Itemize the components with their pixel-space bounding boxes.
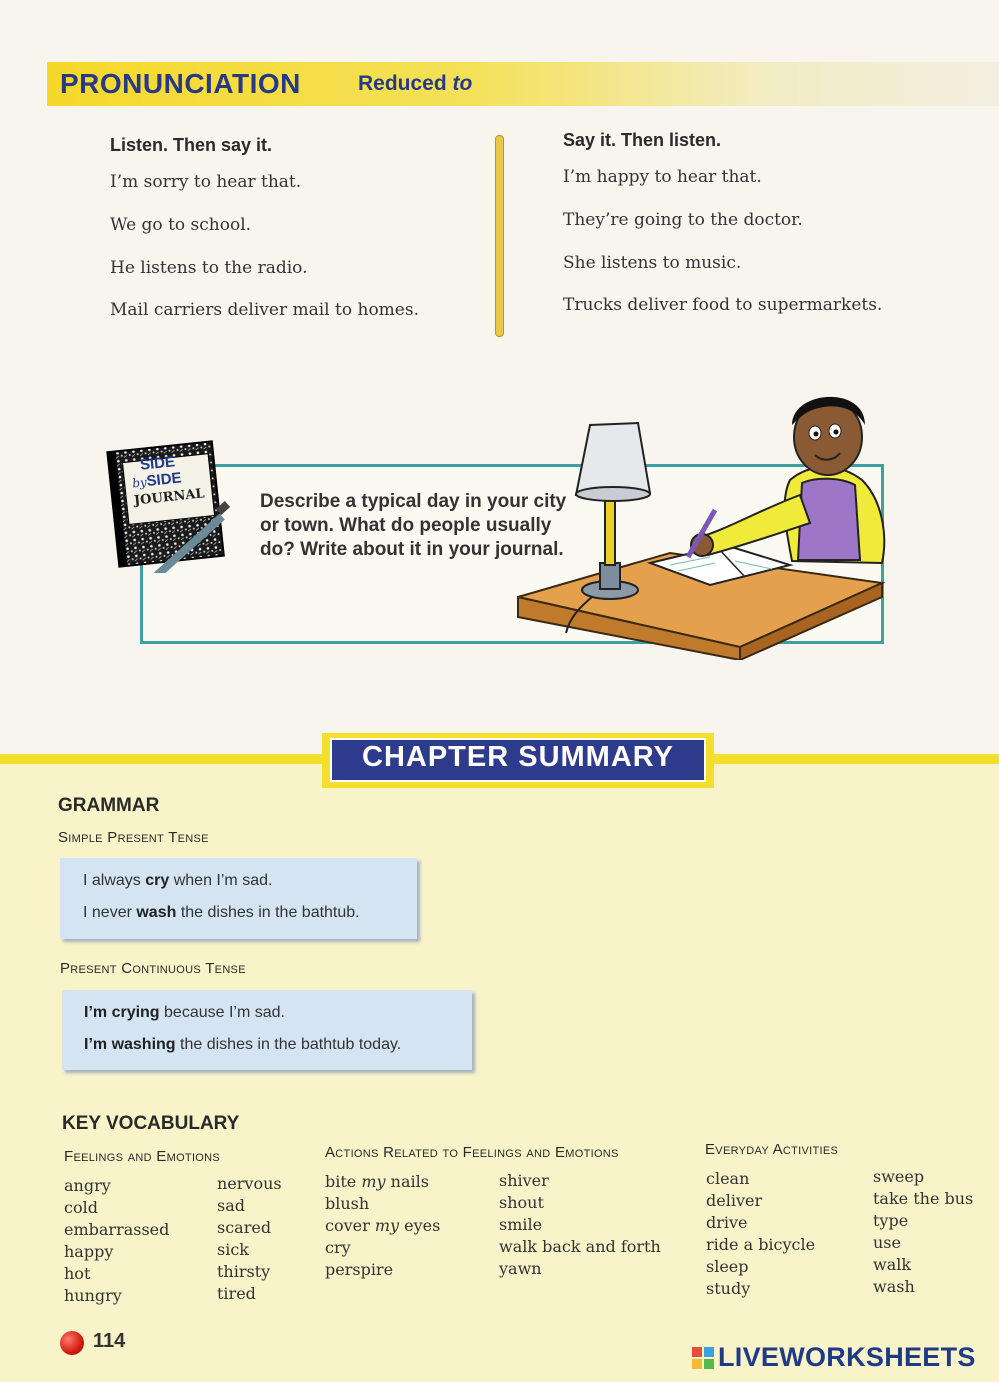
liveworksheets-brand[interactable]: LIVEWORKSHEETS [718,1342,976,1372]
vocab-word: sad [217,1196,245,1215]
vocab-list-everyday-2 [873,1166,973,1298]
vocab-word: thirsty [217,1262,271,1281]
vocab-word: hungry [64,1286,122,1305]
say-sentence: I’m happy to hear that. [563,167,762,187]
vocab-word: shout [499,1193,544,1212]
vocab-list-actions-2 [499,1170,661,1280]
vocab-word: angry [64,1176,111,1195]
vocab-word: sweep [873,1167,925,1186]
vocab-word: clean [706,1169,750,1188]
grammar-heading: GRAMMAR [58,795,160,816]
say-sentence: She listens to music. [563,253,742,273]
vocab-word: ride a bicycle [706,1235,816,1254]
say-heading: Say it. Then listen. [563,130,722,150]
vocab-word: perspire [325,1260,394,1279]
chapter-summary-title: CHAPTER SUMMARY [362,741,674,773]
vocab-word: shiver [499,1171,549,1190]
say-sentence: Trucks deliver food to supermarkets. [563,295,883,315]
journal-logo-side: SIDE [139,453,176,474]
actions-label: Actions Related to Feelings and Emotions [325,1144,619,1161]
grammar-example: I never wash the dishes in the bathtub. [83,904,360,921]
vocab-list-everyday-1 [706,1168,815,1300]
vocab-word: scared [217,1218,272,1237]
column-divider [495,135,504,337]
listen-sentence: Mail carriers deliver mail to homes. [110,300,419,320]
journal-logo-byside: bySIDE [131,469,183,491]
vocab-word: take the bus [873,1189,974,1208]
vocab-word: cry [325,1238,351,1257]
listen-heading: Listen. Then say it. [110,135,273,155]
vocab-list-actions-1 [325,1171,440,1281]
vocab-word: walk [873,1255,912,1274]
vocab-word: bite my nails [325,1172,429,1191]
vocab-word: hot [64,1264,91,1283]
vocab-word: use [873,1233,901,1252]
vocab-list-feelings-2 [217,1173,282,1305]
vocab-word: type [873,1211,909,1230]
vocab-word: embarrassed [64,1220,170,1239]
feelings-label: Feelings and Emotions [64,1148,221,1165]
student-writing-illustration [510,385,910,660]
vocab-word: drive [706,1213,748,1232]
liveworksheets-logo-icon [692,1347,714,1369]
page-marker-icon [60,1331,84,1355]
journal-logo-journal: JOURNAL [133,486,206,509]
say-sentence: They’re going to the doctor. [563,210,803,230]
vocab-word: cold [64,1198,98,1217]
present-continuous-box [62,990,472,1070]
vocab-word: walk back and forth [499,1237,661,1256]
pronunciation-subtitle: Reduced to [358,72,473,95]
present-continuous-label: Present Continuous Tense [60,960,246,977]
vocab-word: happy [64,1242,114,1261]
vocab-word: blush [325,1194,370,1213]
pronunciation-title: PRONUNCIATION [60,68,301,99]
vocab-word: sick [217,1240,249,1259]
vocab-word: yawn [499,1259,542,1278]
key-vocabulary-heading: KEY VOCABULARY [62,1113,240,1134]
grammar-example: I always cry when I’m sad. [83,872,273,889]
vocab-word: study [706,1279,751,1298]
page-number: 114 [93,1330,126,1352]
simple-present-box [60,858,417,939]
vocab-word: deliver [706,1191,763,1210]
vocab-word: tired [217,1284,256,1303]
vocab-list-feelings-1 [64,1175,169,1307]
grammar-example: I’m washing the dishes in the bathtub today. [84,1036,402,1053]
vocab-word: cover my eyes [325,1216,441,1235]
vocab-word: smile [499,1215,543,1234]
journal-prompt: Describe a typical day in your city or town. What do people usually do? Write about it in your journal. [260,491,567,560]
listen-sentence: He listens to the radio. [110,258,308,278]
everyday-label: Everyday Activities [705,1141,839,1158]
simple-present-label: Simple Present Tense [58,829,209,846]
listen-sentence: We go to school. [110,215,252,235]
listen-sentence: I’m sorry to hear that. [110,172,302,192]
grammar-example: I’m crying because I’m sad. [84,1004,285,1021]
vocab-word: nervous [217,1174,282,1193]
vocab-word: sleep [706,1257,749,1276]
vocab-word: wash [873,1277,915,1296]
